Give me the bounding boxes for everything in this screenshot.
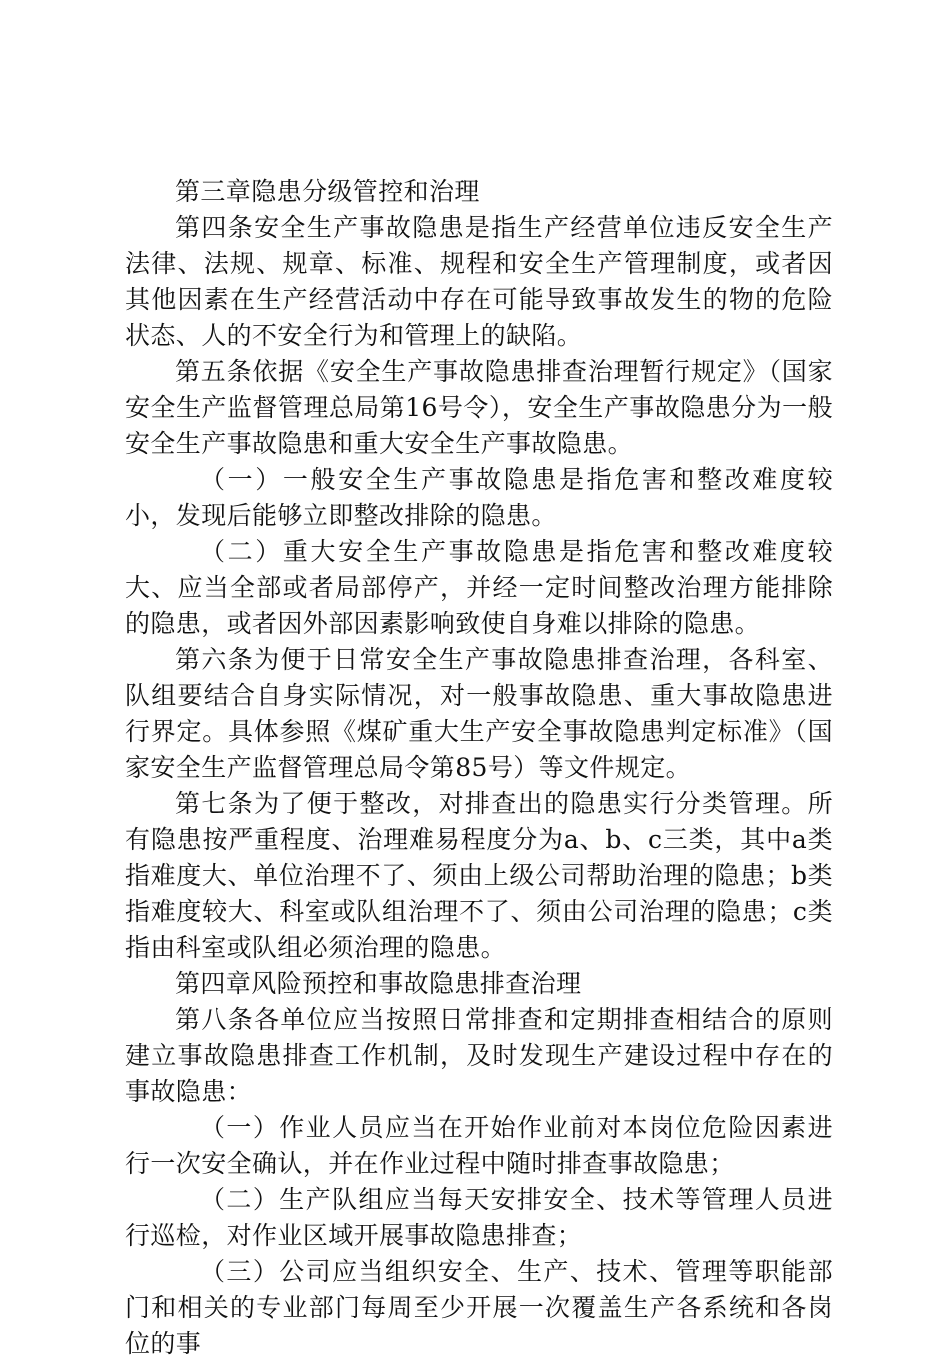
document-body [125, 174, 833, 1362]
sub-item-paragraph: （二）生产队组应当每天安排安全、技术等管理人员进行巡检，对作业区域开展事故隐患排查； [125, 1185, 833, 1250]
chapter-heading: 第四章风险预控和事故隐患排查治理 [175, 969, 582, 998]
article-paragraph: 第五条依据《安全生产事故隐患排查治理暂行规定》（国家安全生产监督管理总局第16号令），安全生产事故隐患分为一般安全生产事故隐患和重大安全生产事故隐患。 [125, 357, 833, 458]
sub-item-paragraph: （一）一般安全生产事故隐患是指危害和整改难度较小，发现后能够立即整改排除的隐患。 [125, 465, 833, 530]
article-paragraph: 第八条各单位应当按照日常排查和定期排查相结合的原则建立事故隐患排查工作机制，及时发现生产建设过程中存在的事故隐患： [125, 1005, 833, 1106]
sub-item-paragraph: （二）重大安全生产事故隐患是指危害和整改难度较大、应当全部或者局部停产，并经一定时间整改治理方能排除的隐患，或者因外部因素影响致使自身难以排除的隐患。 [125, 537, 833, 638]
article-paragraph: 第七条为了便于整改，对排查出的隐患实行分类管理。所有隐患按严重程度、治理难易程度分为a、b、c三类，其中a类指难度大、单位治理不了、须由上级公司帮助治理的隐患；b类指难度较大、科室或队组治理不了、须由公司治理的隐患；c类指由科室或队组必须治理的隐患。 [125, 789, 833, 962]
sub-item-paragraph: （一）作业人员应当在开始作业前对本岗位危险因素进行一次安全确认，并在作业过程中随时排查事故隐患； [125, 1113, 833, 1178]
chapter-heading: 第三章隐患分级管控和治理 [175, 177, 480, 206]
article-paragraph: 第四条安全生产事故隐患是指生产经营单位违反安全生产法律、法规、规章、标准、规程和安全生产管理制度，或者因其他因素在生产经营活动中存在可能导致事故发生的物的危险状态、人的不安全行为和管理上的缺陷。 [125, 213, 833, 350]
sub-item-paragraph: （三）公司应当组织安全、生产、技术、管理等职能部门和相关的专业部门每周至少开展一次覆盖生产各系统和各岗位的事 [125, 1257, 833, 1358]
article-paragraph: 第六条为便于日常安全生产事故隐患排查治理，各科室、队组要结合自身实际情况，对一般事故隐患、重大事故隐患进行界定。具体参照《煤矿重大生产安全事故隐患判定标准》（国家安全生产监督管理总局令第85号）等文件规定。 [125, 645, 833, 782]
